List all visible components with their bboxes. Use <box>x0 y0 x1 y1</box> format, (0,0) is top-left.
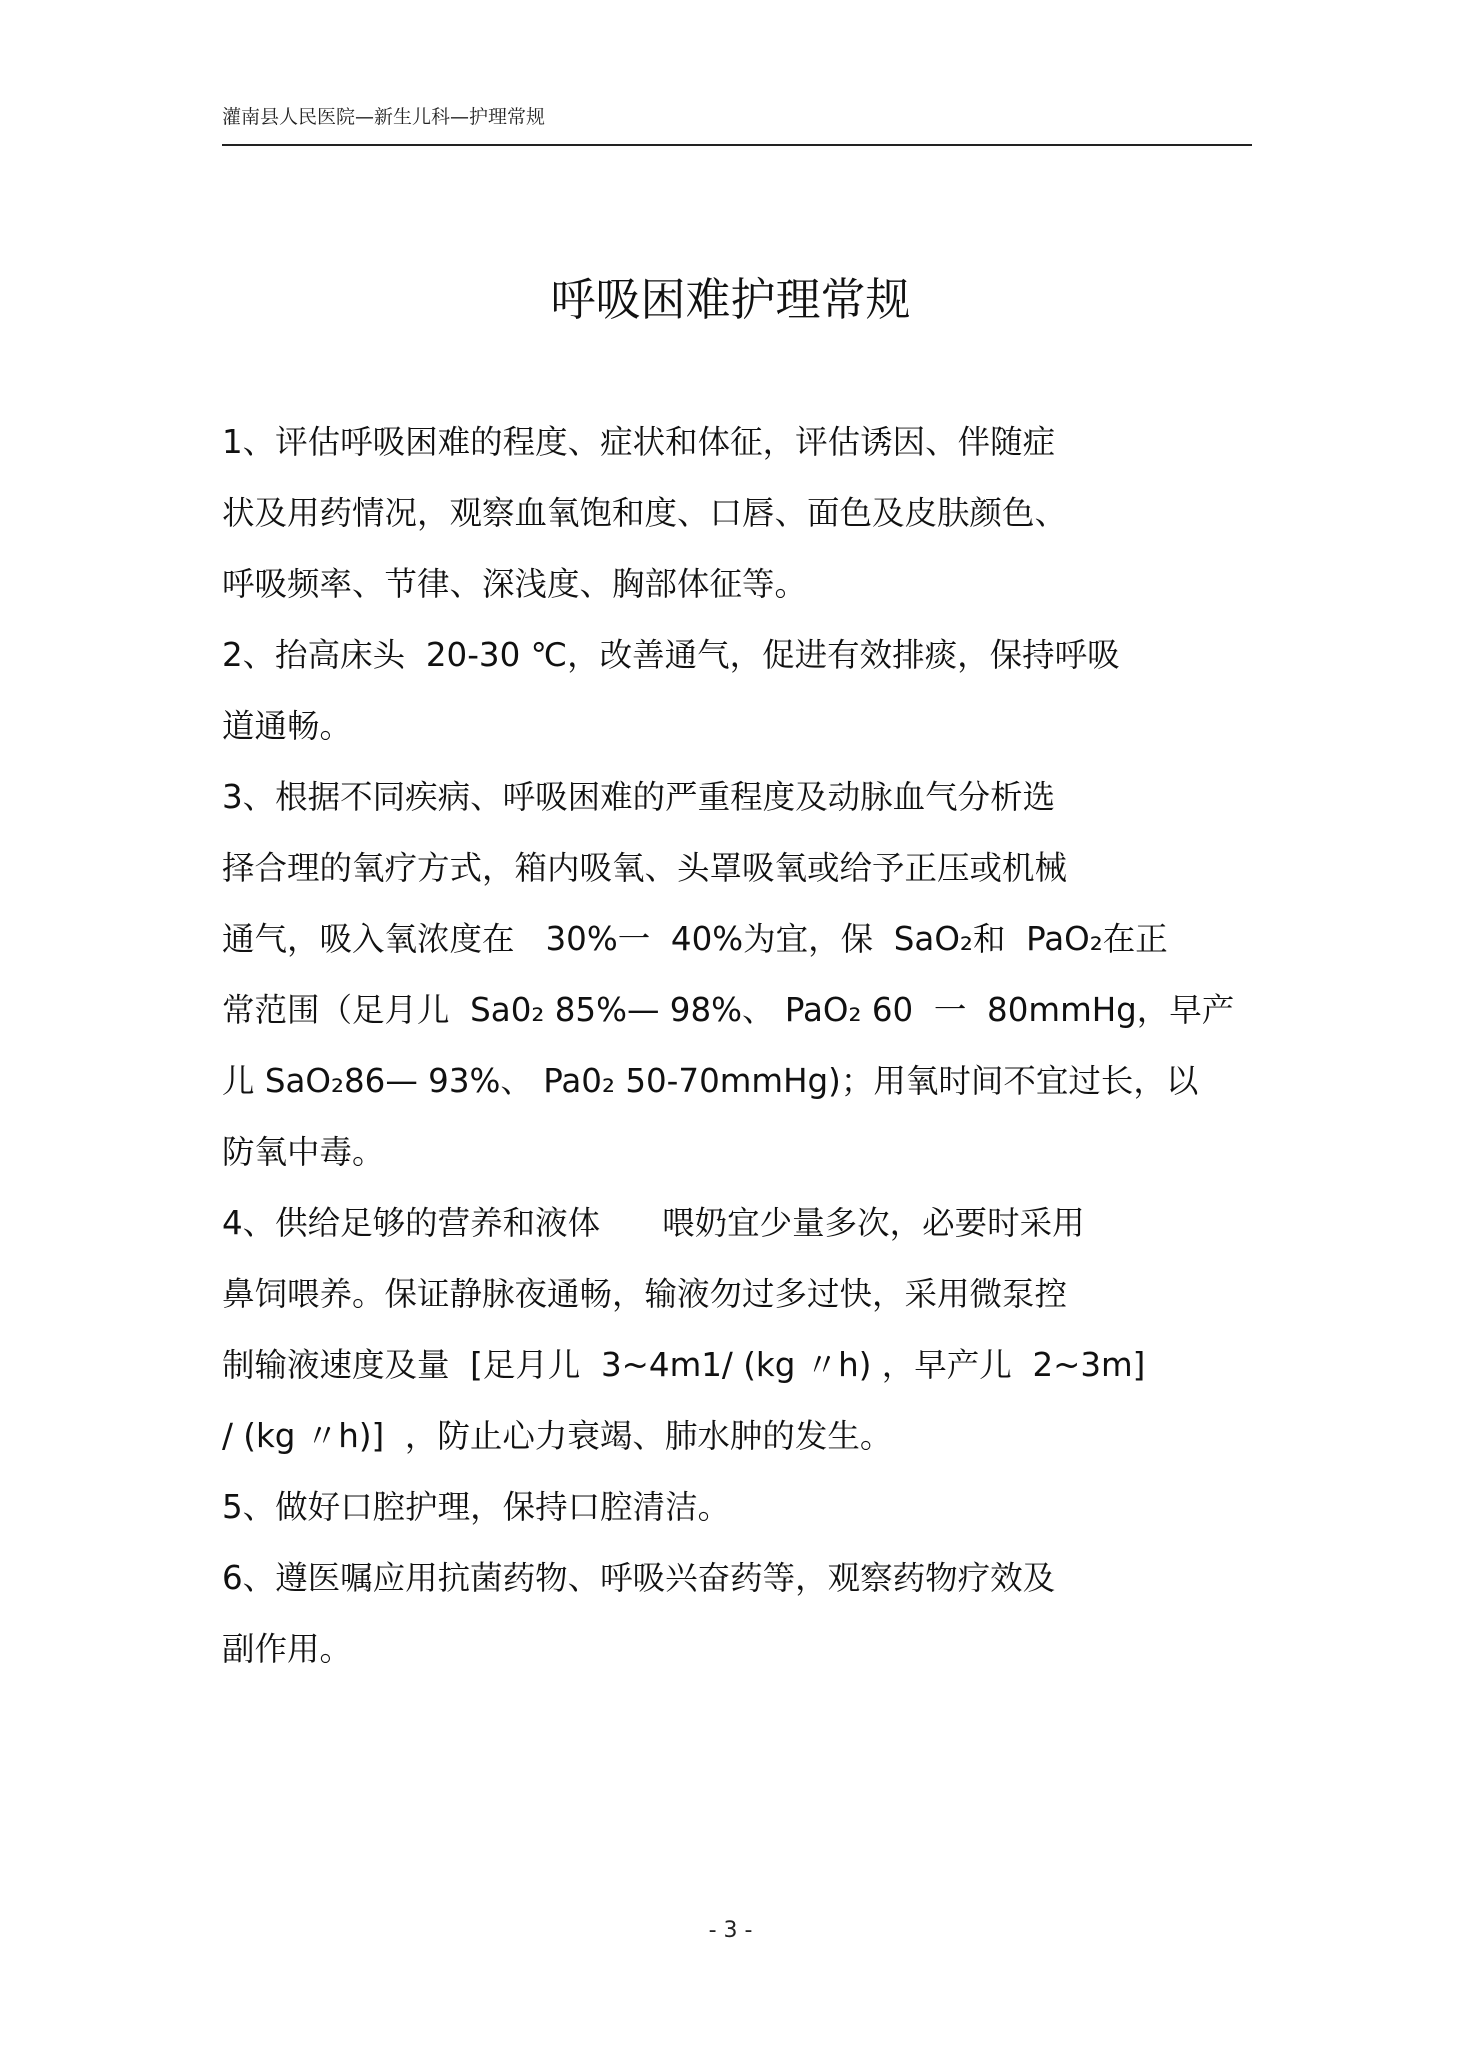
body-line: 道通畅。 <box>222 707 353 745</box>
document-title: 呼吸困难护理常规 <box>550 273 911 326</box>
body-line: 防氧中毒。 <box>222 1133 385 1171</box>
body-line: 5、做好口腔护理，保持口腔清洁。 <box>222 1488 731 1526</box>
body-line: 鼻饲喂养。保证静脉夜通畅，输液勿过多过快，采用微泵控 <box>222 1275 1068 1313</box>
body-line: 状及用药情况，观察血氧饱和度、口唇、面色及皮肤颜色、 <box>222 494 1068 532</box>
body-line: 通气，吸入氧浓度在 30%一 40%为宜，保 SaO₂和 PaO₂在正 <box>222 920 1168 958</box>
body-line: 择合理的氧疗方式，箱内吸氧、头罩吸氧或给予正压或机械 <box>222 849 1068 887</box>
body-line: 副作用。 <box>222 1630 353 1668</box>
page-header <box>222 104 1252 146</box>
body-line: 呼吸频率、节律、深浅度、胸部体征等。 <box>222 565 808 603</box>
body-line: 4、供给足够的营养和液体 喂奶宜少量多次，必要时采用 <box>222 1204 1085 1242</box>
page-number: - 3 - <box>708 1918 753 1943</box>
body-line: / (kg 〃h)] ，防止心力衰竭、肺水肿的发生。 <box>222 1417 893 1455</box>
body-line: 6、遵医嘱应用抗菌药物、呼吸兴奋药等，观察药物疗效及 <box>222 1559 1056 1597</box>
body-line: 常范围（足月儿 Sa0₂ 85%— 98%、 PaO₂ 60 一 80mmHg，早产 <box>222 991 1235 1029</box>
body-line: 1、评估呼吸困难的程度、症状和体征，评估诱因、伴随症 <box>222 423 1056 461</box>
header-text: 灌南县人民医院—新生儿科—护理常规 <box>222 106 546 128</box>
body-line: 3、根据不同疾病、呼吸困难的严重程度及动脉血气分析选 <box>222 778 1056 816</box>
body-line: 2、抬高床头 20-30 ℃，改善通气，促进有效排痰，保持呼吸 <box>222 636 1120 674</box>
body-line: 儿 SaO₂86— 93%、 Pa0₂ 50-70mmHg)；用氧时间不宜过长，以 <box>222 1062 1199 1100</box>
body-line: 制输液速度及量 [足月儿 3~4m1/ (kg 〃h) ，早产儿 2~3m] <box>222 1346 1146 1384</box>
